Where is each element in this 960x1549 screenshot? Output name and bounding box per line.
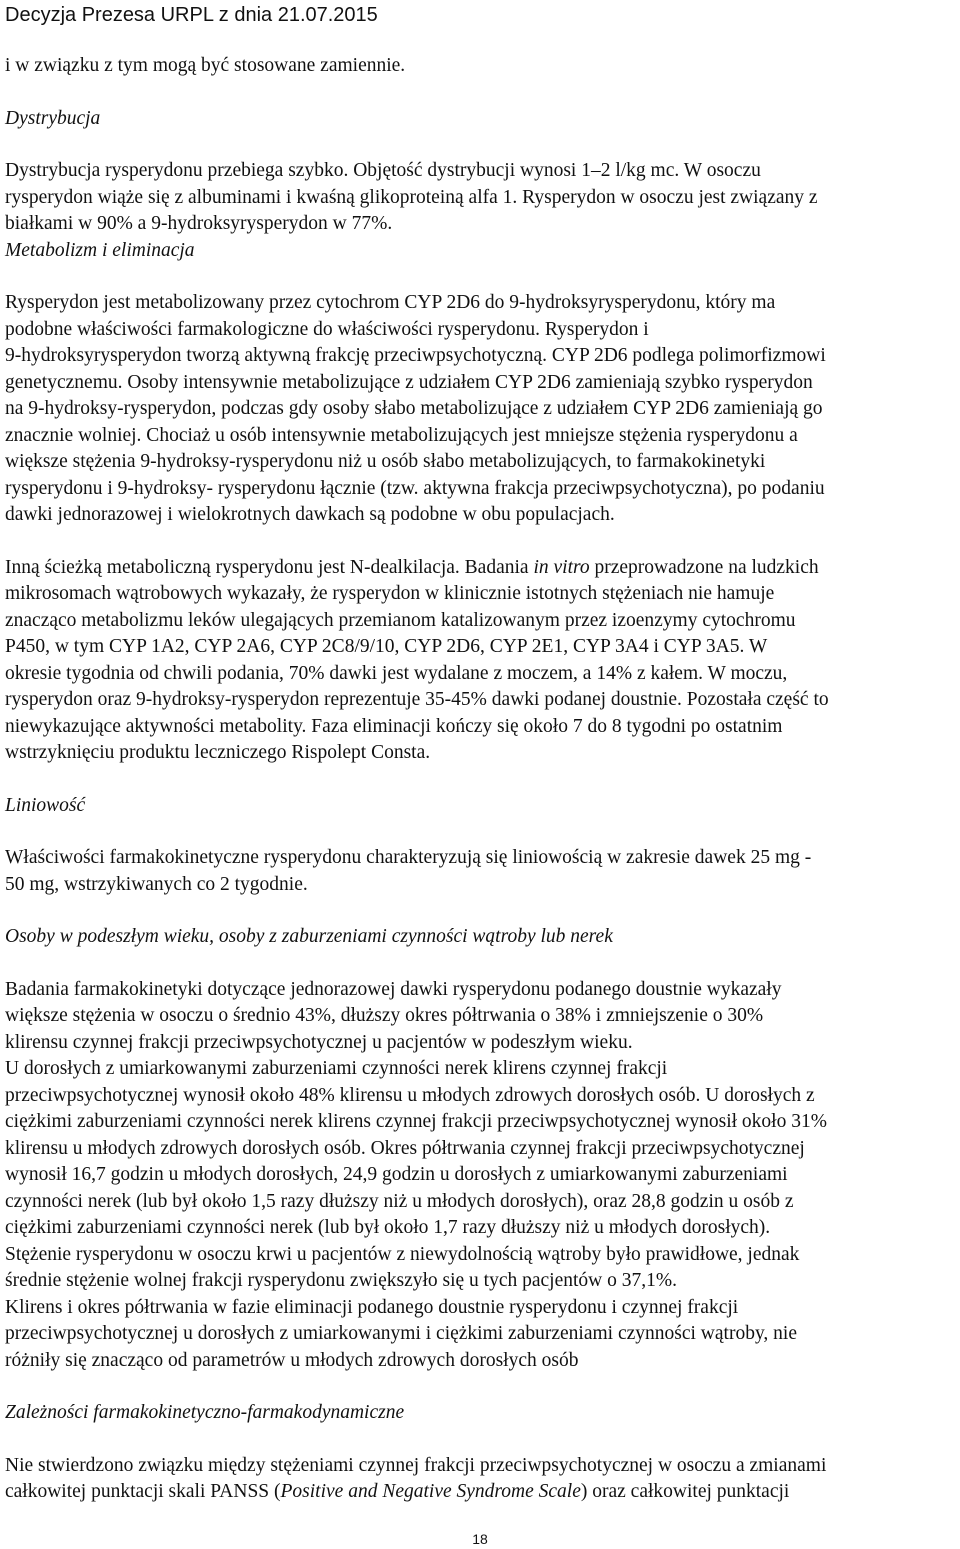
pkpd-paragraph — [5, 1453, 957, 1506]
text-line: dawki jednorazowej i wielokrotnych dawkach są podobne w obu populacjach. — [5, 504, 615, 525]
metabolism-paragraph-1 — [5, 290, 957, 529]
text-line: średnie stężenie wolnej frakcji rysperydonu zwiększyło się u tych pacjentów o 37,1%. — [5, 1270, 677, 1291]
elderly-paragraph — [5, 977, 957, 1375]
text-line: P450, w tym CYP 1A2, CYP 2A6, CYP 2C8/9/10, CYP 2D6, CYP 2E1, CYP 3A4 i CYP 3A5. W — [5, 636, 768, 657]
document-body — [5, 53, 957, 1506]
text-line: genetycznemu. Osoby intensywnie metabolizujące z udziałem CYP 2D6 zamieniają szybko rysperydon — [5, 371, 813, 393]
text-line: na 9-hydroksy-rysperydon, podczas gdy osoby słabo metabolizujące z udziałem CYP 2D6 zamieniają go — [5, 398, 823, 419]
text-line: przeciwpsychotycznej wynosił około 48% klirensu u młodych zdrowych dorosłych osób. U dorosłych z — [5, 1084, 815, 1106]
section-heading-elderly: Osoby w podeszłym wieku, osoby z zaburzeniami czynności wątroby lub nerek — [5, 926, 613, 947]
text-line: podobne właściwości farmakologiczne do właściwości rysperydonu. Rysperydon i — [5, 318, 649, 340]
text-line: mikrosomach wątrobowych wykazały, że rysperydon w klinicznie istotnych stężeniach nie hamuje — [5, 583, 775, 604]
text-line: ciężkimi zaburzeniami czynności nerek klirens czynnej frakcji przeciwpsychotycznej wynosił około 31% — [5, 1111, 827, 1132]
text-line: ciężkimi zaburzeniami czynności nerek (lub był około 1,7 razy dłuższy niż u młodych dorosłych). — [5, 1217, 771, 1238]
text-line: przeciwpsychotycznej u dorosłych z umiarkowanymi i ciężkimi zaburzeniami czynności wątroby, nie — [5, 1323, 797, 1344]
section-heading-pkpd: Zależności farmakokinetyczno-farmakodynamiczne — [5, 1402, 405, 1423]
text-line: znacznie wolniej. Chociaż u osób intensywnie metabolizujących jest mniejsze stężenia rysperydonu a — [5, 424, 798, 446]
text-line: rysperydonu i 9-hydroksy- rysperydonu łącznie (tzw. aktywna frakcja przeciwpsychotyczna), po podaniu — [5, 477, 825, 499]
text-line — [5, 1479, 957, 1506]
text-line: niewykazujące aktywności metabolity. Faza eliminacji kończy się około 7 do 8 tygodni po ostatnim — [5, 715, 783, 737]
text-line: 50 mg, wstrzykiwanych co 2 tygodnie. — [5, 873, 308, 895]
metabolism-paragraph-2 — [5, 555, 957, 767]
text-line: Stężenie rysperydonu w osoczu krwi u pacjentów z niewydolnością wątroby było prawidłowe, jednak — [5, 1243, 800, 1265]
text-line — [5, 555, 957, 582]
section-heading-linearity: Liniowość — [5, 794, 86, 816]
text-line: czynności nerek (lub był około 1,5 razy dłuższy niż u młodych dorosłych), oraz 28,8 godzin u osób z — [5, 1190, 794, 1212]
page-number: 18 — [472, 1531, 488, 1547]
distribution-paragraph — [5, 158, 957, 238]
text-line: większe stężenia 9-hydroksy-rysperydonu niż u osób słabo metabolizujących, to farmakokinetyki — [5, 451, 766, 472]
text-line: Klirens i okres półtrwania w fazie eliminacji podanego doustnie rysperydonu i czynnej frakcji — [5, 1296, 739, 1318]
text-line: klirensu u młodych zdrowych dorosłych osób. Okres półtrwania czynnej frakcji przeciwpsychotycznej — [5, 1137, 805, 1159]
lead-line: i w związku z tym mogą być stosowane zamiennie. — [5, 55, 406, 76]
text-line: białkami w 90% a 9-hydroksyrysperydon w 77%. — [5, 213, 393, 234]
text-line: Dystrybucja rysperydonu przebiega szybko. Objętość dystrybucji wynosi 1–2 l/kg mc. W osoczu — [5, 160, 761, 181]
text-segment: przeprowadzone na ludzkich — [589, 556, 819, 578]
text-line: różniły się znacząco od parametrów u młodych zdrowych dorosłych osób — [5, 1349, 579, 1371]
text-line: Nie stwierdzono związku między stężeniami czynnej frakcji przeciwpsychotycznej w osoczu a zmianami — [5, 1454, 827, 1476]
text-line: 9-hydroksyrysperydon tworzą aktywną frakcję przeciwpsychotyczną. CYP 2D6 podlega polimorfizmowi — [5, 345, 826, 366]
text-line: rysperydon oraz 9-hydroksy-rysperydon reprezentuje 35-45% dawki podanej doustnie. Pozostała część to — [5, 689, 829, 710]
text-segment: całkowitej punktacji skali PANSS ( — [5, 1481, 281, 1502]
text-line: wstrzyknięciu produktu leczniczego Rispolept Consta. — [5, 742, 431, 763]
text-line: znacząco metabolizmu leków ulegających przemianom katalizowanym przez izoenzymy cytochromu — [5, 609, 796, 631]
text-segment: ) oraz całkowitej punktacji — [580, 1481, 790, 1502]
text-line: okresie tygodnia od chwili podania, 70% dawki jest wydalane z moczem, a 14% z kałem. W moczu, — [5, 662, 788, 684]
text-line: Badania farmakokinetyki dotyczące jednorazowej dawki rysperydonu podanego doustnie wykazały — [5, 978, 782, 1000]
linearity-paragraph — [5, 845, 957, 898]
text-line: wynosił 16,7 godzin u młodych dorosłych, 24,9 godzin u dorosłych z umiarkowanymi zaburzeniami — [5, 1164, 788, 1185]
section-heading-distribution: Dystrybucja — [5, 107, 101, 129]
text-line: Właściwości farmakokinetyczne rysperydonu charakteryzują się liniowością w zakresie dawek 25 mg - — [5, 847, 812, 868]
text-line: większe stężenia w osoczu o średnio 43%, dłuższy okres półtrwania o 38% i zmniejszenie o 30% — [5, 1005, 764, 1026]
document-header: Decyzja Prezesa URPL z dnia 21.07.2015 — [5, 4, 378, 26]
text-segment: Inną ścieżką metaboliczną rysperydonu jest N-dealkilacja. Badania — [5, 556, 534, 578]
text-line: klirensu czynnej frakcji przeciwpsychotycznej u pacjentów w podeszłym wieku. — [5, 1031, 633, 1053]
text-line: rysperydon wiąże się z albuminami i kwaśną glikoproteiną alfa 1. Rysperydon w osoczu jest związany z — [5, 186, 818, 208]
italic-term: Positive and Negative Syndrome Scale — [280, 1481, 581, 1502]
section-heading-metabolism: Metabolizm i eliminacja — [5, 239, 195, 261]
text-line: U dorosłych z umiarkowanymi zaburzeniami czynności nerek klirens czynnej frakcji — [5, 1058, 668, 1079]
italic-term: in vitro — [533, 556, 590, 578]
text-line: Rysperydon jest metabolizowany przez cytochrom CYP 2D6 do 9-hydroksyrysperydonu, który ma — [5, 292, 776, 313]
